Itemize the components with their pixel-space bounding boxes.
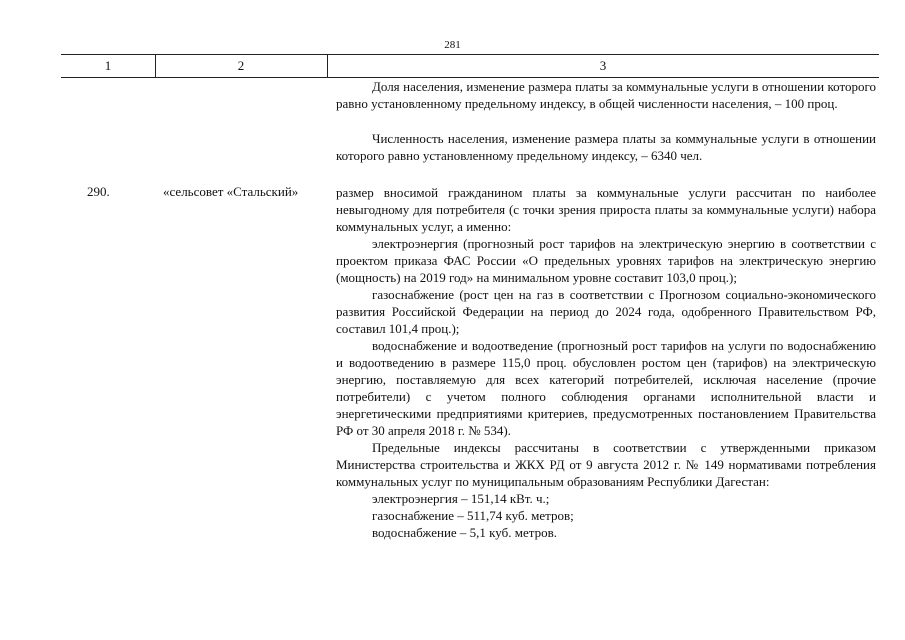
paragraph: Доля населения, изменение размера платы за коммунальные услуги в отношении которого равно установленному предельному индексу, в общей численности населения, – 100 проц. [336,79,876,111]
row-number: 290. [87,184,110,199]
continued-paragraph [336,130,876,164]
paragraph: водоснабжение и водоотведение (прогнозный рост тарифов на услуги по водоснабжению и водоотведению в размере 115,0 проц. обусловлен ростом цен (тарифов) на электрическую энергию, поставляемую для всех категорий потребителей, исключая население (прочие потребители) с учетом полного соблюдения органами исполнительной власти и энергетическими предприятиями критериев, предусмотренных постановлением Правительства РФ от 30 апреля 2018 г. № 534). [336,338,876,438]
norm-item: газоснабжение – 511,74 куб. метров; [372,508,574,523]
paragraph: размер вносимой гражданином платы за коммунальные услуги рассчитан по наиболее невыгодному для потребителя (с точки зрения прироста платы за коммунальные услуги) набора коммунальных услуг, а именно: [336,185,876,234]
norm-item: электроэнергия – 151,14 кВт. ч.; [372,491,550,506]
municipality-name: «сельсовет «Стальский» [163,184,299,199]
header-col-1: 1 [104,58,112,73]
norm-item: водоснабжение – 5,1 куб. метров. [372,525,557,540]
page-number: 281 [444,39,461,51]
header-col-3: 3 [599,58,607,73]
header-col-2: 2 [237,58,245,73]
continued-paragraph [336,78,876,112]
table-header [61,54,879,78]
paragraph: газоснабжение (рост цен на газ в соответствии с Прогнозом социально-экономического развития Российской Федерации на период до 2024 года, одобренного Правительством РФ, составил 101,4 проц.); [336,287,876,336]
row-content [336,184,876,541]
paragraph: Предельные индексы рассчитаны в соответствии с утвержденными приказом Министерства строительства и ЖКХ РД от 9 августа 2012 г. № 149 нормативами потребления коммунальных услуг по муниципальным образованиям Республики Дагестан: [336,440,876,489]
paragraph: Численность населения, изменение размера платы за коммунальные услуги в отношении которого равно установленному предельному индексу, – 6340 чел. [336,131,876,163]
paragraph: электроэнергия (прогнозный рост тарифов на электрическую энергию в соответствии с проектом приказа ФАС России «О предельных уровнях тарифов на электрическую энергию (мощность) на 2019 год» на минимальном уровне составит 103,0 проц.); [336,236,876,285]
